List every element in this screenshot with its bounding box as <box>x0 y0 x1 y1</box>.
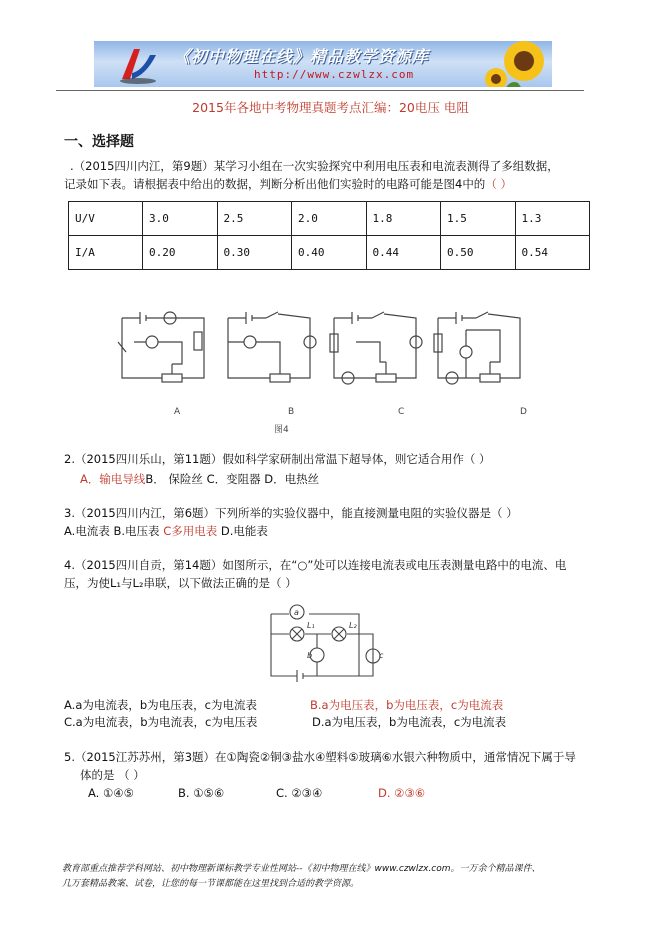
q1-line1: .（2015四川内江，第9题）某学习小组在一次实验探究中利用电压表和电流表测得了多组数据， <box>70 159 559 173</box>
table-cell: 0.40 <box>292 236 367 270</box>
q5-line1: 5.（2015江苏苏州，第3题）在①陶瓷②铜③盐水④塑料⑤玻璃⑥水银六种物质中，通常情况下属于导 <box>64 750 576 764</box>
q5-option-b: B. ①⑤⑥ <box>178 786 225 800</box>
table-cell: 1.3 <box>515 202 590 236</box>
q1-line2 <box>64 175 512 193</box>
lamp-l2-label: L₂ <box>349 621 357 630</box>
q4-option-d: D.a为电压表，b为电流表，c为电流表 <box>312 715 507 729</box>
q4-line1: 4.（2015四川自贡，第14题）如图所示，在“○”处可以连接电流表或电压表测量电路中的电流、电 <box>64 558 567 572</box>
table-cell: 3.0 <box>143 202 218 236</box>
fig-label-d: D <box>520 407 527 417</box>
fig-label-c: C <box>398 407 405 417</box>
circuit-d-diagram <box>434 312 520 384</box>
q2-stem: 2.（2015四川乐山，第11题）假如科学家研制出常温下超导体，则它适合用作（ ） <box>64 452 491 466</box>
q5-option-a: A. ①④⑤ <box>88 786 134 800</box>
meter-b-label: b <box>307 651 313 660</box>
q2-options-rest: B． 保险丝 C．变阻器 D．电热丝 <box>145 472 320 486</box>
q3-options-ab: A.电流表 B.电压表 <box>64 524 164 538</box>
q3-option-d: D.电能表 <box>217 524 268 538</box>
section-heading: 一、选择题 <box>64 134 134 150</box>
lamp-l1-label: L₁ <box>307 621 315 630</box>
table-cell: 0.54 <box>515 236 590 270</box>
q3-options <box>64 522 268 540</box>
table-cell: 0.20 <box>143 236 218 270</box>
q4-option-a: A.a为电流表，b为电压表，c为电流表 <box>64 698 257 712</box>
circuit-b-diagram <box>228 312 316 382</box>
table-cell: 0.44 <box>366 236 441 270</box>
table-row <box>69 236 590 270</box>
fig-label-b: B <box>288 407 295 417</box>
table-row <box>69 202 590 236</box>
circuit-c-diagram <box>330 312 422 384</box>
q5-option-d: D. ②③⑥ <box>378 786 426 800</box>
figure-4-circuits <box>112 300 544 438</box>
q2-option-a: A．输电导线 <box>80 472 146 486</box>
table-cell: 2.5 <box>217 202 292 236</box>
q1-data-table <box>68 201 590 270</box>
banner-url[interactable]: http://www.czwlzx.com <box>254 68 415 81</box>
q4-option-b: B.a为电压表，b为电压表，c为电流表 <box>310 698 504 712</box>
circuit-a-diagram <box>118 312 204 382</box>
q4-line2: 压，为使L₁与L₂串联，以下做法正确的是（ ） <box>64 576 297 590</box>
table-cell: 0.50 <box>441 236 516 270</box>
site-logo-icon <box>116 45 160 85</box>
footer-line2: 几万套精品教案、试卷，让您的每一节课都能在这里找到合适的教学资源。 <box>62 879 360 889</box>
table-cell: U/V <box>69 202 143 236</box>
header-rule <box>56 90 584 91</box>
meter-c-label: c <box>379 651 384 660</box>
sunflower-icon <box>484 41 548 87</box>
q2-options <box>80 470 319 488</box>
table-cell: 2.0 <box>292 202 367 236</box>
fig-caption: 图4 <box>274 425 289 435</box>
q1-line2-text: 记录如下表。请根据表中给出的数据，判断分析出他们实验时的电路可能是图4中的 <box>64 177 486 191</box>
q3-option-c: C多用电表 <box>163 524 218 538</box>
table-cell: 1.8 <box>366 202 441 236</box>
page-footer <box>62 862 541 892</box>
meter-a-label: a <box>294 608 299 617</box>
q1-answer-blank: （ ） <box>485 177 512 191</box>
q5-option-c: C. ②③④ <box>276 786 323 800</box>
table-cell: 0.30 <box>217 236 292 270</box>
table-cell: 1.5 <box>441 202 516 236</box>
fig-label-a: A <box>174 407 181 417</box>
banner-title: 《初中物理在线》精品教学资源库 <box>174 47 430 66</box>
header-banner <box>94 41 552 87</box>
page-title: 2015年各地中考物理真题考点汇编：20电压 电阻 <box>192 100 469 115</box>
q4-option-c: C.a为电流表，b为电流表，c为电压表 <box>64 715 258 729</box>
table-cell: I/A <box>69 236 143 270</box>
q5-line2: 体的是 （ ） <box>80 768 145 782</box>
q4-circuit-figure <box>265 598 385 684</box>
footer-line1: 教育部重点推荐学科网站、初中物理新课标教学专业性网站--《初中物理在线》www.czwlzx.com。一万余个精品课件、 <box>62 864 541 874</box>
q3-stem: 3.（2015四川内江，第6题）下列所举的实验仪器中，能直接测量电阻的实验仪器是（ ） <box>64 506 518 520</box>
